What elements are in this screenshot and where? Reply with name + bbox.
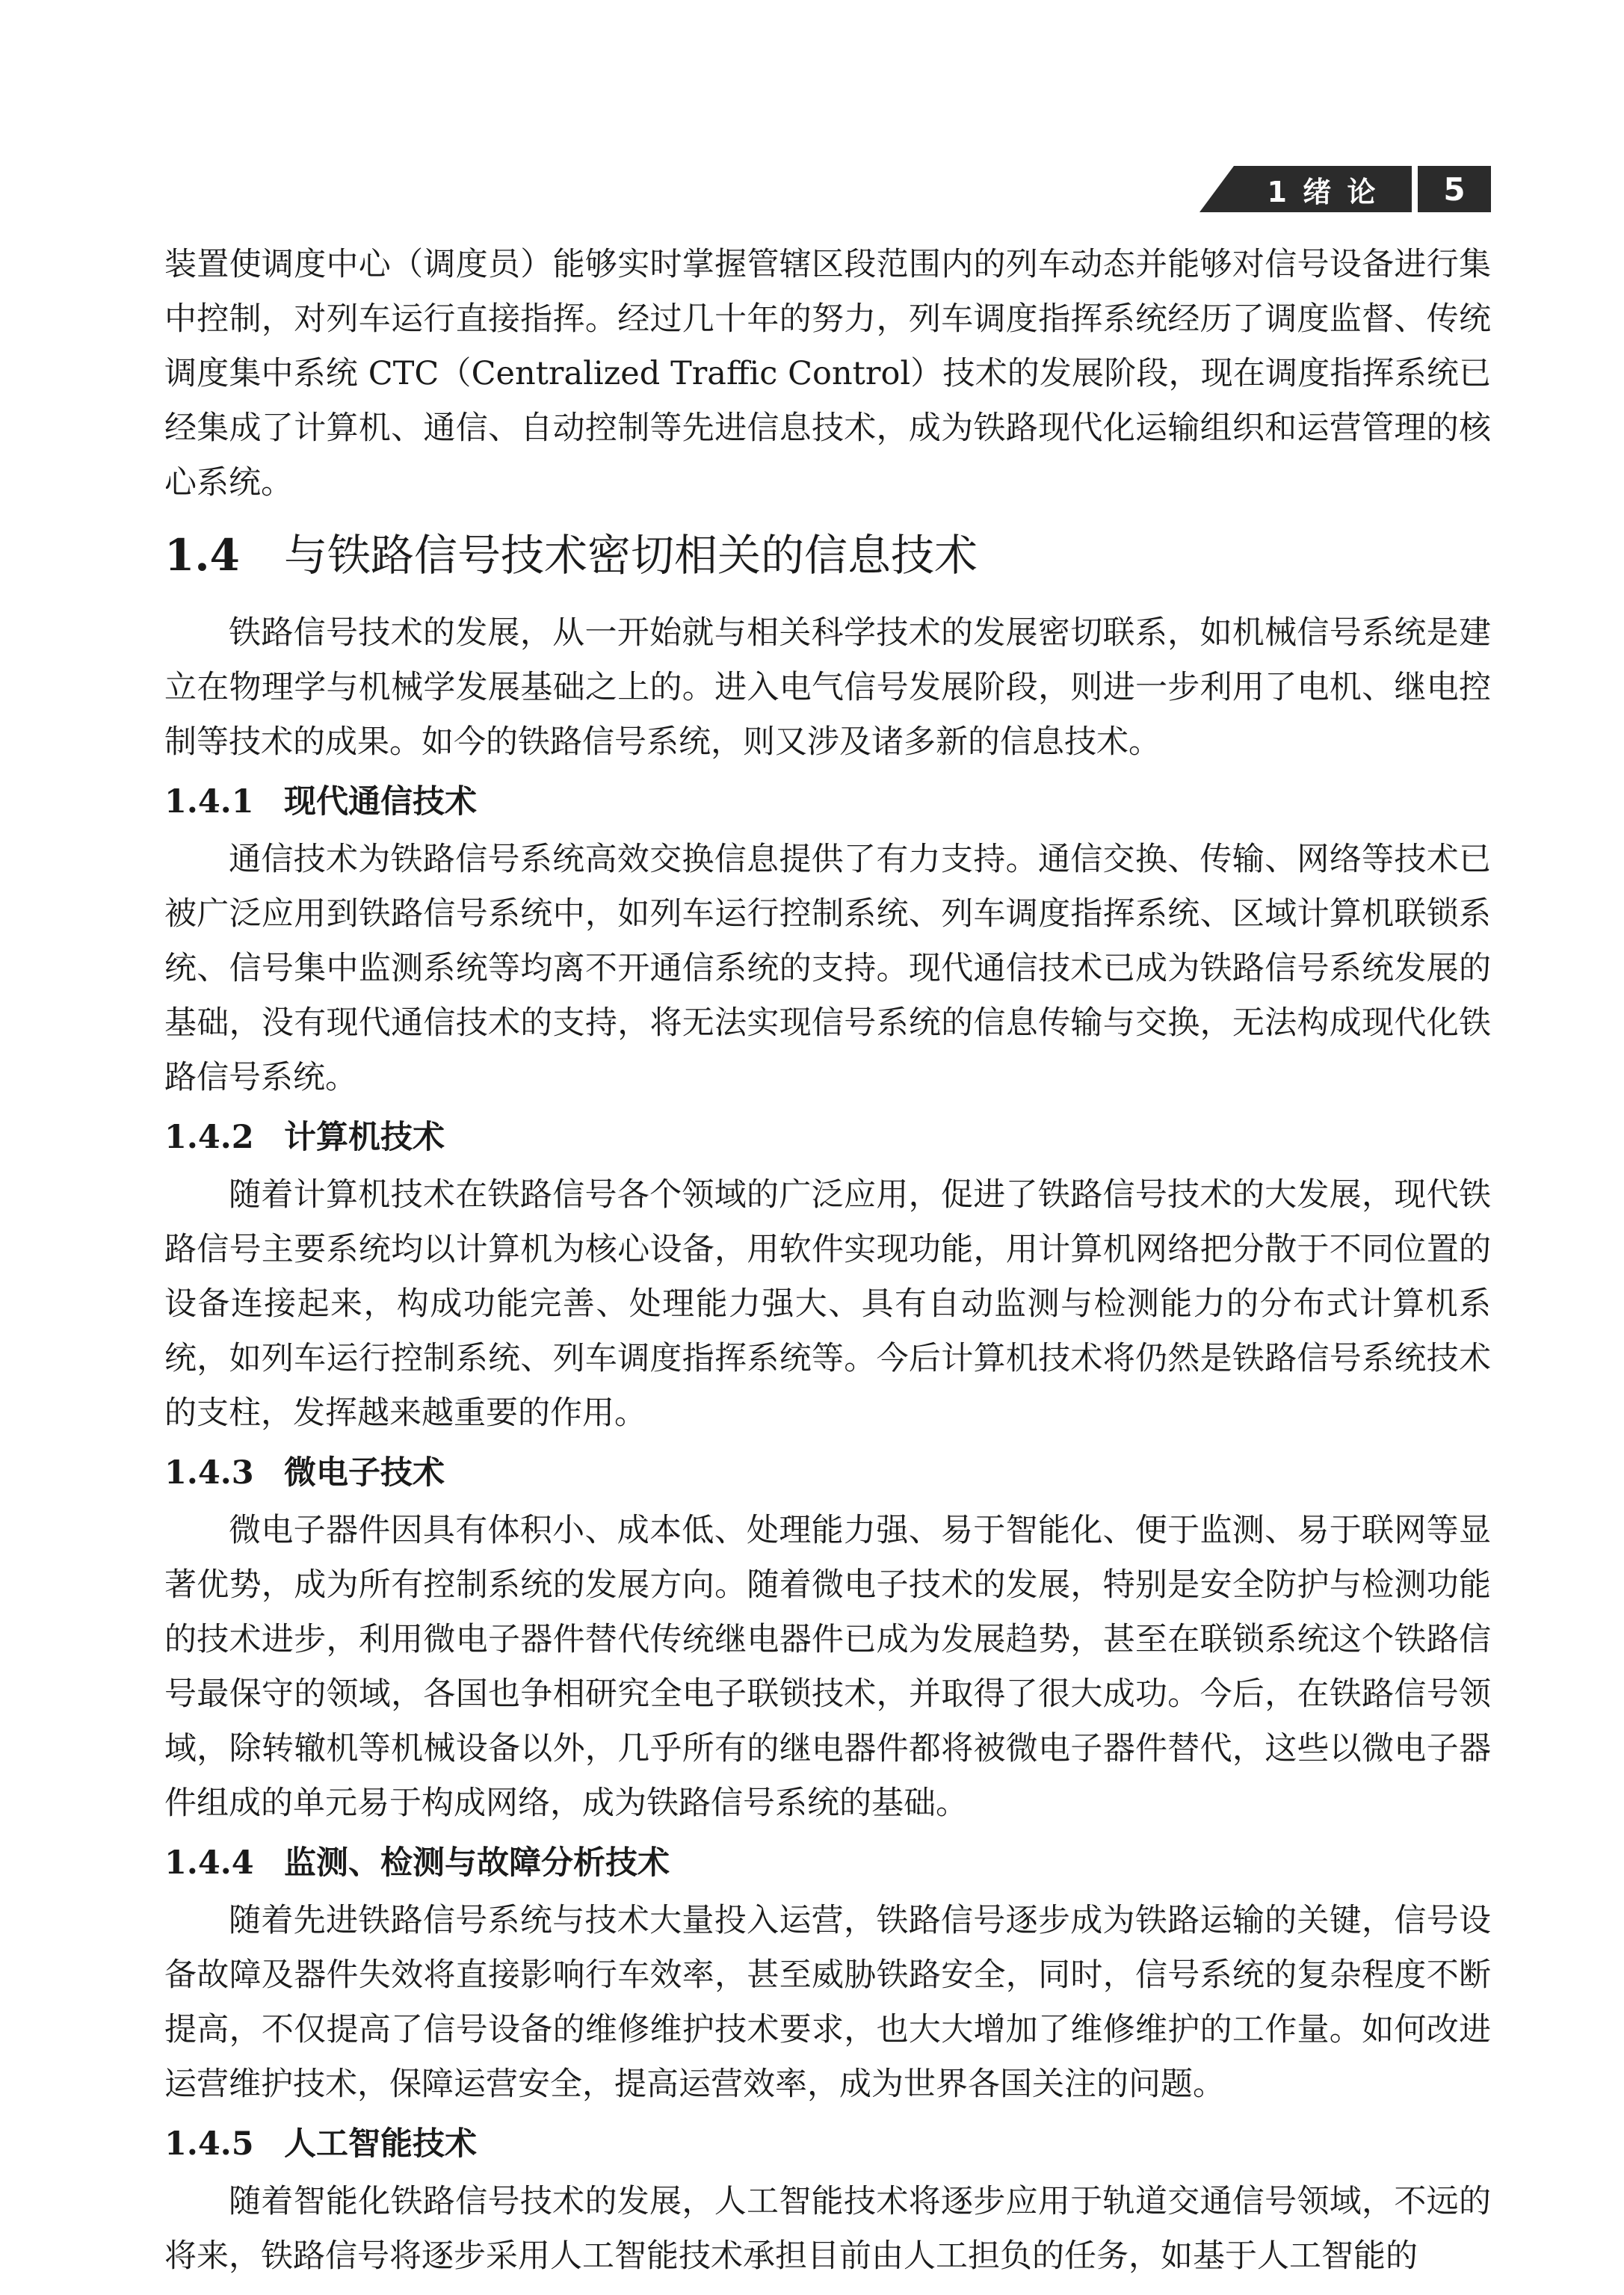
subsection-paragraph: 随着先进铁路信号系统与技术大量投入运营，铁路信号逐步成为铁路运输的关键，信号设备故障及器件失效将直接影响行车效率，甚至威胁铁路安全，同时，信号系统的复杂程度不断提高，不仅提高了信号设备的维修维护技术要求，也大大增加了维修维护的工作量。如何改进运营维护技术，保障运营安全，提高运营效率，成为世界各国关注的问题。 (164, 1902, 1491, 2103)
subsection-title: 微电子技术 (284, 1454, 445, 1492)
page-body (164, 238, 1491, 2284)
subsection-title: 人工智能技术 (284, 2125, 477, 2163)
subsection-number: 1.4.4 (164, 1844, 254, 1882)
subsection-title: 计算机技术 (284, 1119, 445, 1156)
section-title: 与铁路信号技术密切相关的信息技术 (284, 530, 978, 581)
page-number: 5 (1418, 166, 1491, 212)
subsection-title: 现代通信技术 (284, 783, 477, 821)
intro-paragraph: 装置使调度中心（调度员）能够实时掌握管辖区段范围内的列车动态并能够对信号设备进行集中控制，对列车运行直接指挥。经过几十年的努力，列车调度指挥系统经历了调度监督、传统调度集中系统 CTC（Centralized Traffic Control）技术的发展阶段，现在调度指挥系统已经集成了计算机、通信、自动控制等先进信息技术，成为铁路现代化运输组织和运营管理的核心系统。 (164, 246, 1491, 501)
subsection-heading (164, 1113, 1491, 1162)
subsection-paragraph: 微电子器件因具有体积小、成本低、处理能力强、易于智能化、便于监测、易于联网等显著优势，成为所有控制系统的发展方向。随着微电子技术的发展，特别是安全防护与检测功能的技术进步，利用微电子器件替代传统继电器件已成为发展趋势，甚至在联锁系统这个铁路信号最保守的领域，各国也争相研究全电子联锁技术，并取得了很大成功。今后，在铁路信号领域，除转辙机等机械设备以外，几乎所有的继电器件都将被微电子器件替代，这些以微电子器件组成的单元易于构成网络，成为铁路信号系统的基础。 (164, 1512, 1491, 1822)
subsection-title: 监测、检测与故障分析技术 (284, 1844, 670, 1882)
subsection-number: 1.4.2 (164, 1119, 254, 1156)
subsection-paragraph: 随着智能化铁路信号技术的发展，人工智能技术将逐步应用于轨道交通信号领域，不远的将来，铁路信号将逐步采用人工智能技术承担目前由人工担负的任务，如基于人工智能的 (164, 2183, 1491, 2275)
section-heading (164, 524, 1491, 587)
chapter-label: 1 绪 论 (1267, 175, 1379, 209)
section-number: 1.4 (164, 530, 240, 581)
subsection-paragraph: 随着计算机技术在铁路信号各个领域的广泛应用，促进了铁路信号技术的大发展，现代铁路信号主要系统均以计算机为核心设备，用软件实现功能，用计算机网络把分散于不同位置的设备连接起来，构成功能完善、处理能力强大、具有自动监测与检测能力的分布式计算机系统，如列车运行控制系统、列车调度指挥系统等。今后计算机技术将仍然是铁路信号系统技术的支柱，发挥越来越重要的作用。 (164, 1176, 1491, 1432)
subsection-number: 1.4.3 (164, 1454, 254, 1492)
subsection-heading (164, 1838, 1491, 1888)
subsection-heading (164, 1448, 1491, 1498)
section-paragraph: 铁路信号技术的发展，从一开始就与相关科学技术的发展密切联系，如机械信号系统是建立在物理学与机械学发展基础之上的。进入电气信号发展阶段，则进一步利用了电机、继电控制等技术的成果。如今的铁路信号系统，则又涉及诸多新的信息技术。 (164, 614, 1491, 761)
subsection-number: 1.4.5 (164, 2125, 254, 2163)
subsection-number: 1.4.1 (164, 783, 254, 821)
running-header (1200, 166, 1491, 212)
subsection-heading (164, 2119, 1491, 2169)
subsection-heading (164, 777, 1491, 827)
subsection-paragraph: 通信技术为铁路信号系统高效交换信息提供了有力支持。通信交换、传输、网络等技术已被广泛应用到铁路信号系统中，如列车运行控制系统、列车调度指挥系统、区域计算机联锁系统、信号集中监测系统等均离不开通信系统的支持。现代通信技术已成为铁路信号系统发展的基础，没有现代通信技术的支持，将无法实现信号系统的信息传输与交换，无法构成现代化铁路信号系统。 (164, 841, 1491, 1096)
